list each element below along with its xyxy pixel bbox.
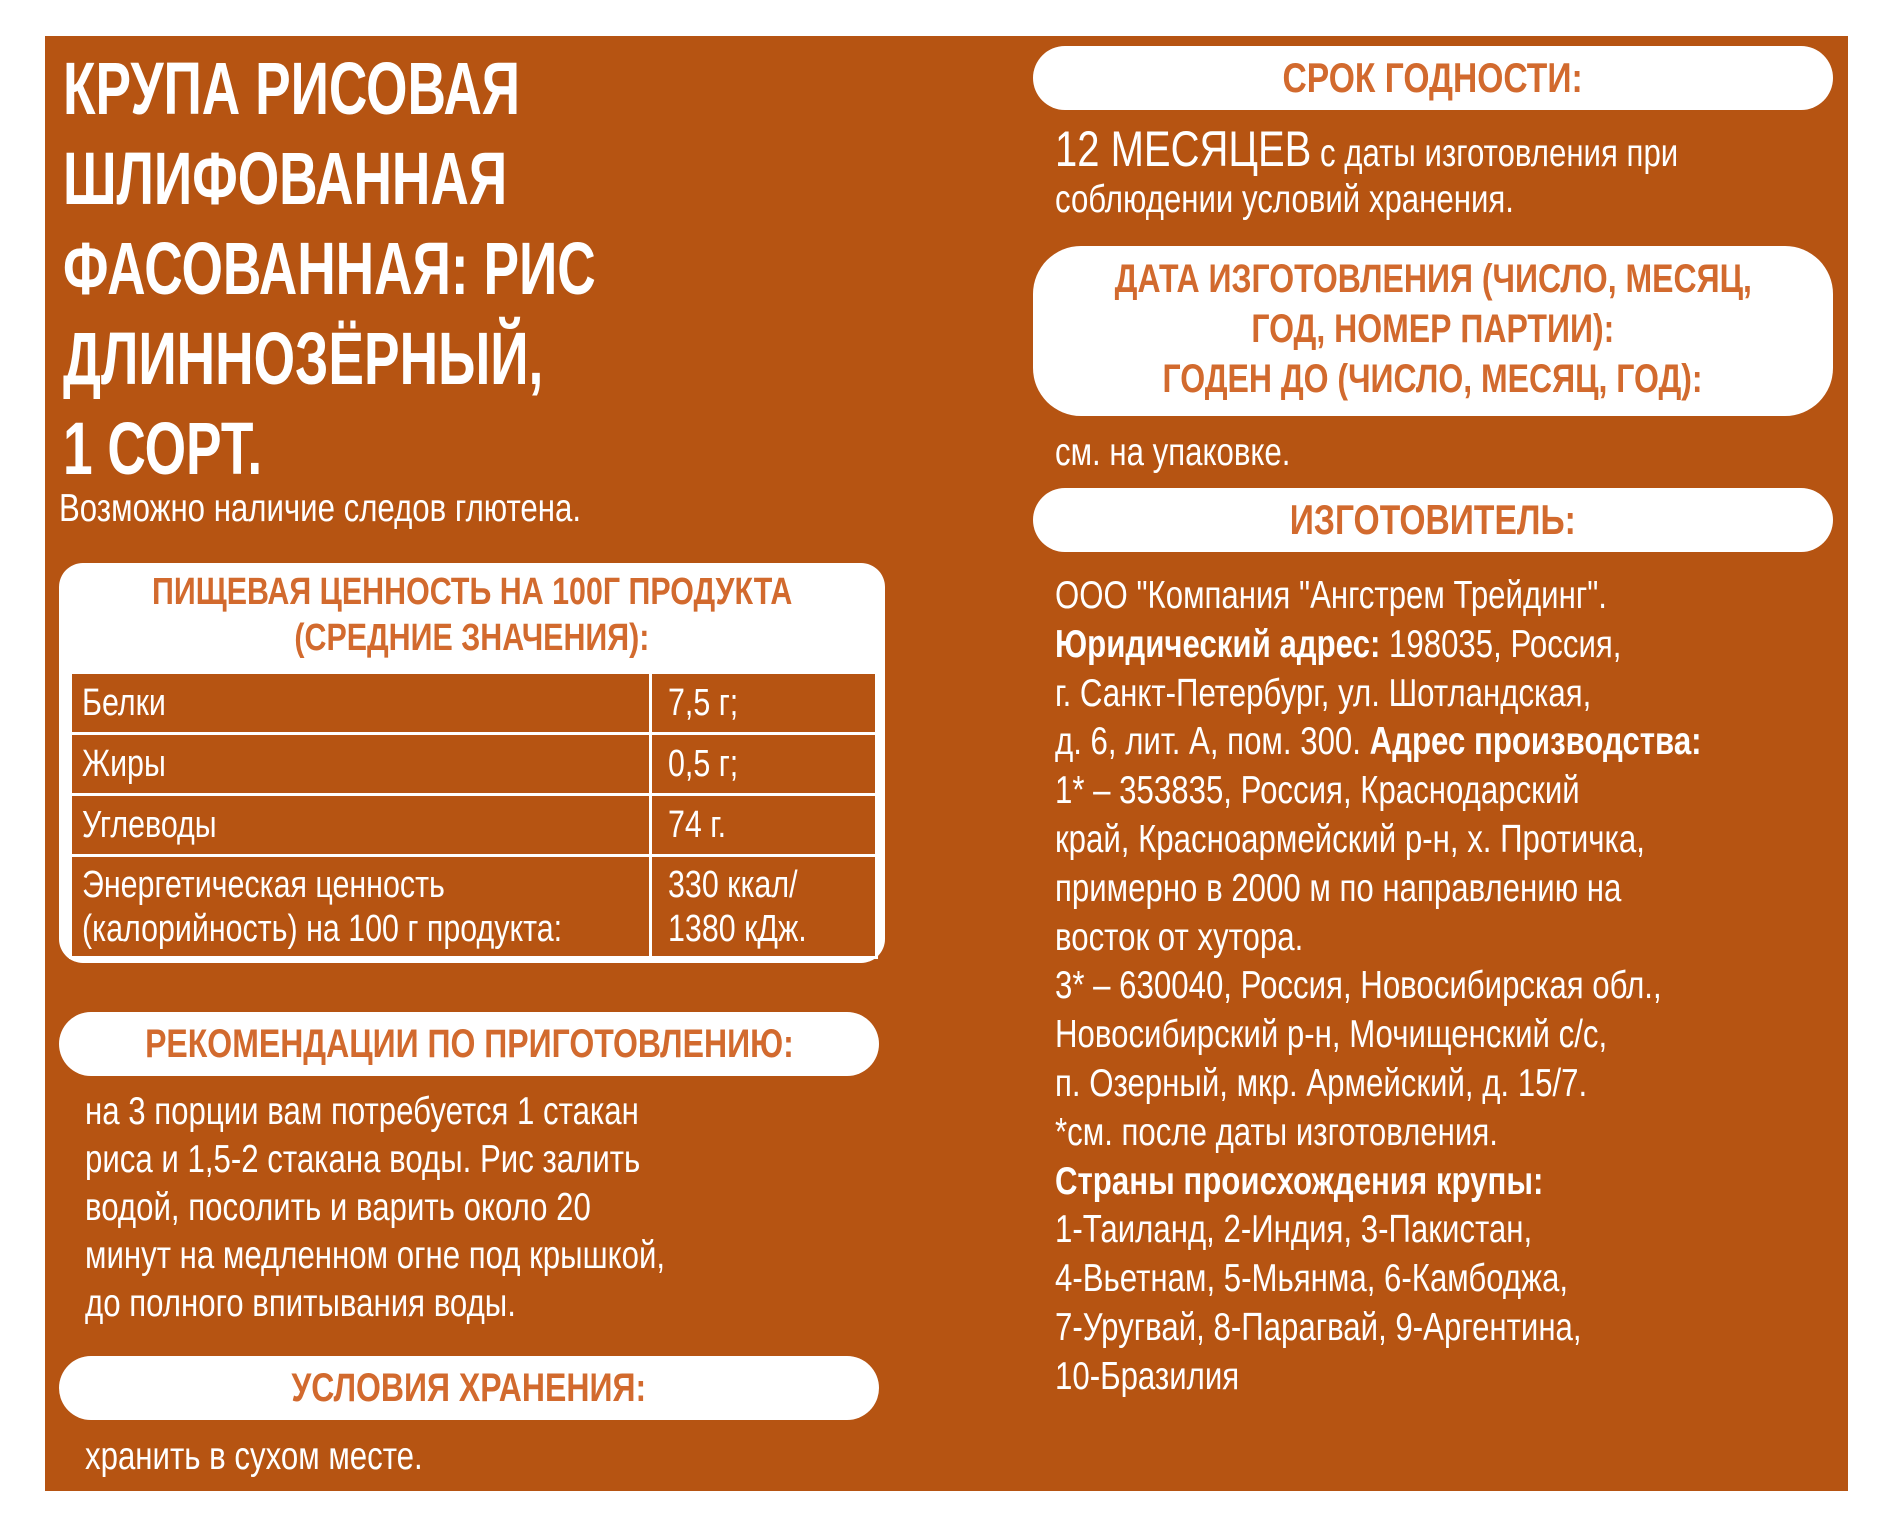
cooking-text: на 3 порции вам потребуется 1 стакан риса и 1,5-2 стакана воды. Рис залить водой, посолить и варить около 20 минут на медленном огне под крышкой, до полного впитывания воды. [85,1090,666,1325]
shelf-life-text: 12 МЕСЯЦЕВ с даты изготовления при соблюдении условий хранения. [1055,121,1679,221]
manufacturer-heading: ИЗГОТОВИТЕЛЬ: [1033,488,1833,552]
origin-label: Страны происхождения крупы: [1055,1159,1544,1203]
nutrient-value: 74 г. [651,795,877,856]
nutrient-value: 0,5 г; [651,734,877,795]
manufacturer-text: ООО "Компания "Ангстрем Трейдинг". Юридический адрес: 198035, Россия, г. Санкт-Петербург, ул. Шотландская, д. 6, лит. А, пом. 300. Адрес производства: 1* – 353835, Россия, Краснодарский край, Красноармейский р-н, х. Протичка, примерно в 2000 м по направлению на восток от хутора. 3* – 630040, Россия, Новосибирская обл., Новосибирский р-н, Мочищенский с/с, п. Озерный, мкр. Армейский, д. 15/7. *см. после даты изготовления. Страны происхождения крупы: 1-Таиланд, 2-Индия, 3-Пакистан, 4-Вьетнам, 5-Мьянма, 6-Камбоджа, 7-Уругвай, 8-Парагвай, 9-Аргентина, 10-Бразилия [1055,574,1702,1398]
title-line: 1 СОРТ. [63,407,263,490]
production-address-label: Адрес производства: [1369,720,1702,764]
title-line: ДЛИННОЗЁРНЫЙ, [63,317,544,400]
legal-address-label: Юридический адрес: [1055,622,1381,666]
nutrition-box [59,563,885,963]
nutrition-heading: ПИЩЕВАЯ ЦЕННОСТЬ НА 100Г ПРОДУКТА (СРЕДНИЕ ЗНАЧЕНИЯ): [151,571,793,659]
nutrient-name: Жиры [71,734,651,795]
storage-heading: УСЛОВИЯ ХРАНЕНИЯ: [59,1356,879,1420]
table-row [71,795,877,856]
title-line: КРУПА РИСОВАЯ [63,47,521,130]
allergen-note: Возможно наличие следов глютена. [59,487,582,530]
cooking-heading: РЕКОМЕНДАЦИИ ПО ПРИГОТОВЛЕНИЮ: [59,1012,879,1076]
nutrient-value: 7,5 г; [651,673,877,734]
product-title [63,44,803,494]
nutrient-value: 330 ккал/ 1380 кДж. [651,856,877,958]
nutrition-table [69,671,878,959]
storage-text: хранить в сухом месте. [85,1435,423,1478]
shelf-life-heading: СРОК ГОДНОСТИ: [1033,46,1833,110]
table-row [71,673,877,734]
label-panel [45,36,1848,1491]
shelf-life-duration: 12 МЕСЯЦЕВ [1055,121,1312,177]
nutrient-name: Энергетическая ценность (калорийность) на 100 г продукта: [71,856,651,958]
dates-heading: ДАТА ИЗГОТОВЛЕНИЯ (ЧИСЛО, МЕСЯЦ, ГОД, НОМЕР ПАРТИИ): ГОДЕН ДО (ЧИСЛО, МЕСЯЦ, ГОД): [1033,246,1833,416]
nutrient-name: Белки [71,673,651,734]
title-line: ШЛИФОВАННАЯ [63,137,508,220]
nutrient-name: Углеводы [71,795,651,856]
table-row [71,856,877,958]
table-row [71,734,877,795]
title-line: ФАСОВАННАЯ: РИС [63,227,596,310]
dates-text: см. на упаковке. [1055,431,1291,474]
